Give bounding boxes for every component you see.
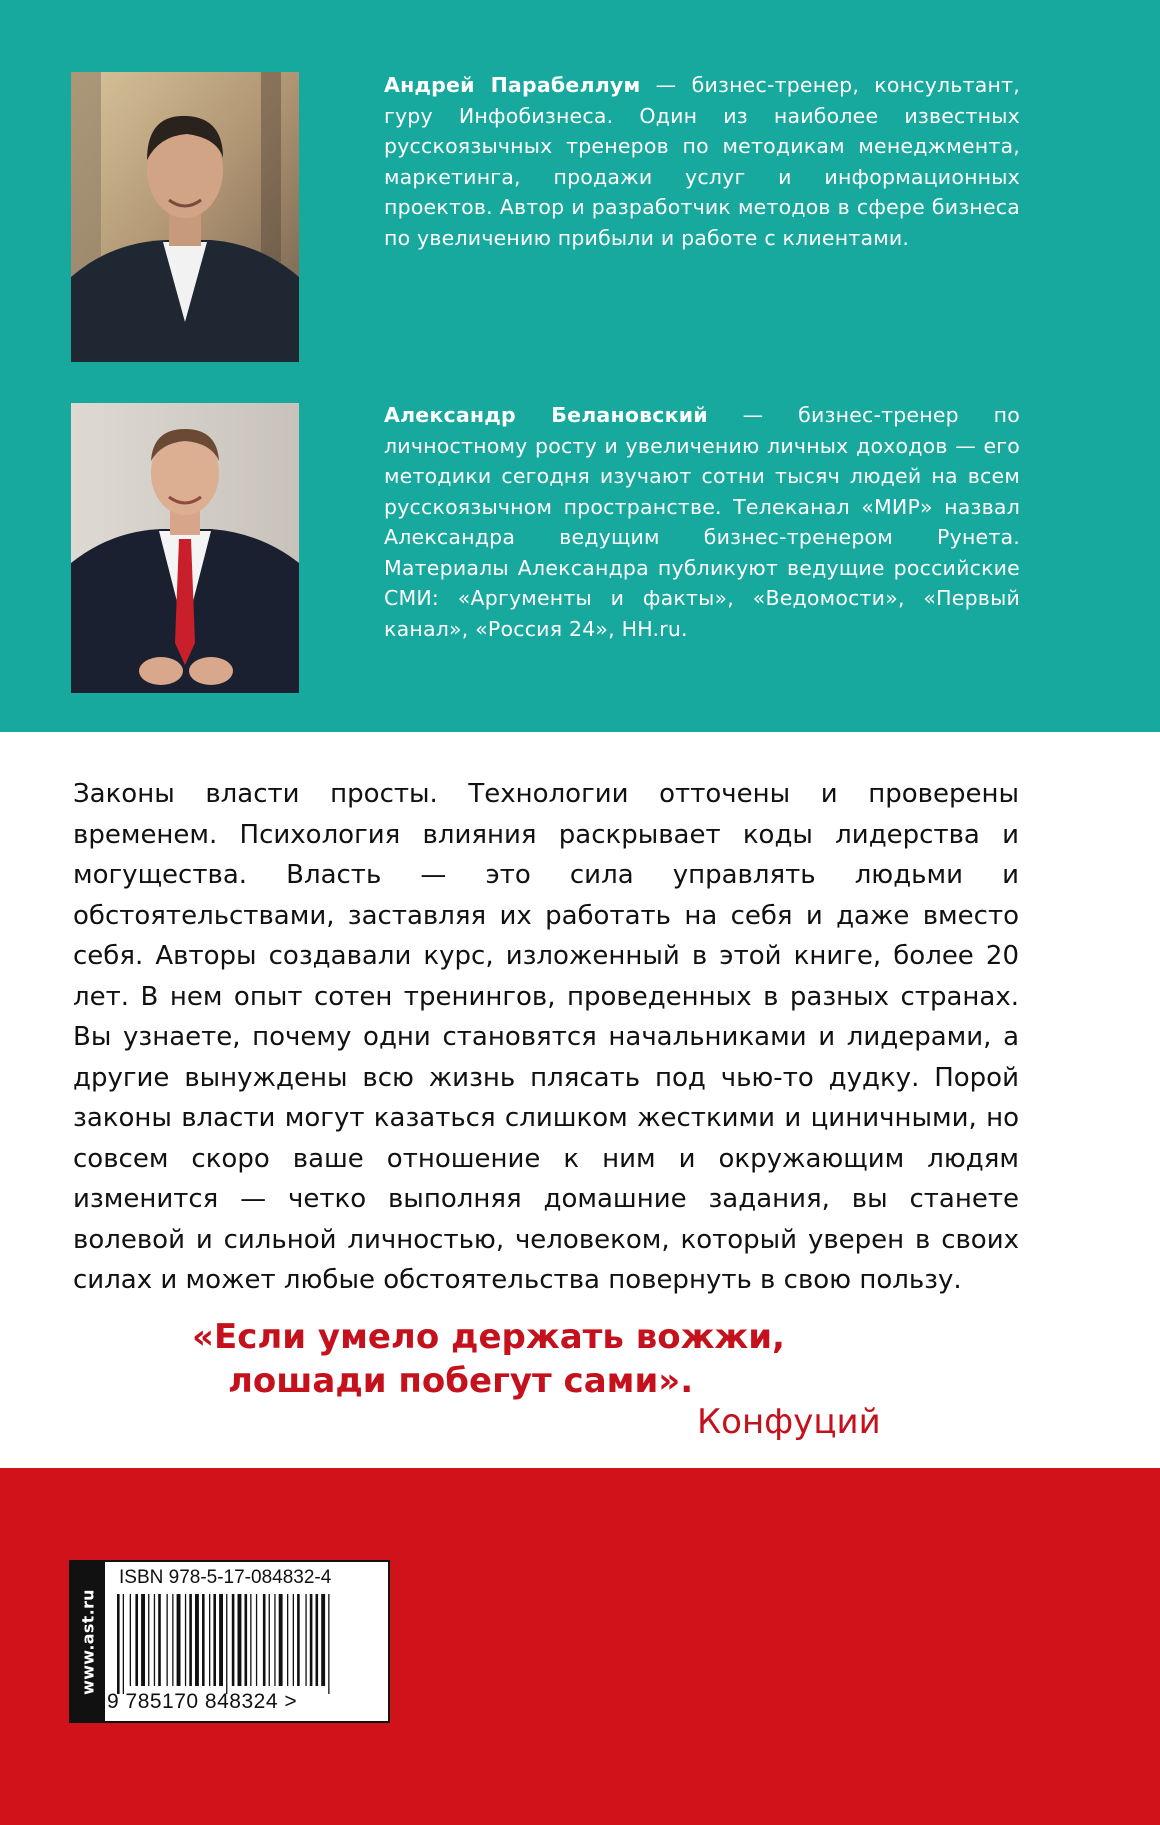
barcode-bar [269,1594,270,1686]
author1-name: Андрей Парабеллум [384,73,641,97]
barcode-bar [232,1594,235,1686]
barcode-bar [209,1594,210,1686]
barcode-bar [250,1594,251,1686]
barcode-bar [293,1594,294,1686]
barcode-bar [141,1594,145,1686]
barcode [117,1594,381,1694]
barcode-bar [219,1594,223,1686]
barcode-bar [130,1594,131,1686]
barcode-bar [256,1594,257,1686]
author1-bio [384,70,1020,253]
author2-bio-text: — бизнес-тренер по личностному росту и увеличению личных доходов — его методики сегодня изучают сотни тысяч людей на всем русскоязычном пространстве. Телеканал «МИР» назвал Александра ведущим бизнес-тренером Рунета. Материалы Александра публикуют ведущие российские СМИ: «Аргументы и факты», «Ведомости», «Первый канал», «Россия 24», HH.ru. [384,403,1020,641]
barcode-bar [238,1594,242,1686]
barcode-bar [328,1594,329,1694]
barcode-bar [226,1594,227,1694]
barcode-bar [321,1594,325,1686]
barcode-bar [245,1594,248,1686]
isbn-barcode-block [69,1560,390,1723]
barcode-bar [274,1594,275,1686]
barcode-bar [172,1594,173,1686]
quote-author: Конфуций [697,1402,881,1442]
quote-line-2: лошади побегут сами». [228,1361,694,1401]
barcode-bar [287,1594,288,1686]
barcode-bar [263,1594,266,1686]
author2-bio [384,400,1020,644]
barcode-bar [189,1594,192,1686]
publisher-site-strip [71,1562,105,1721]
barcode-bar [177,1594,181,1686]
publisher-site: www.ast.ru [78,1588,98,1695]
barcode-bar [310,1594,313,1686]
barcode-bar [279,1594,283,1686]
barcode-bar [213,1594,216,1686]
author1-photo [71,72,299,362]
author1-bio-text: — бизнес-тренер, консультант, гуру Инфобизнеса. Один из наиболее известных русскоязычных тренеров по методикам менеджмента, маркетинга, продажи услуг и информационных проектов. Автор и разработчик методов в сфере бизнеса по увеличению прибыли и работе с клиентами. [384,73,1020,250]
barcode-bar [316,1594,319,1686]
barcode-bar [154,1594,155,1686]
isbn-digits: 9 785170 848324 > [107,1690,298,1713]
barcode-bar [148,1594,149,1686]
barcode-bar [185,1594,186,1686]
barcode-bar [123,1594,124,1694]
author2-photo [71,403,299,693]
barcode-bar [167,1594,168,1686]
author-bio-panel [0,0,1160,732]
barcode-bar [117,1594,120,1694]
author2-name: Александр Белановский [384,403,708,427]
barcode-bar [297,1594,300,1686]
barcode-bar [135,1594,138,1686]
barcode-bar [305,1594,306,1686]
barcode-bar [202,1594,205,1686]
barcode-bar [158,1594,161,1686]
barcode-bar [195,1594,199,1686]
book-description: Законы власти просты. Технологии отточены и проверены временем. Психология влияния раскрывает коды лидерства и могущества. Власть — это сила управлять людьми и обстоятельствами, заставляя их работать на себя и даже вместо себя. Авторы создавали курс, изложенный в этой книге, более 20 лет. В нем опыт сотен тренингов, проведенных в разных странах. Вы узнаете, почему одни становятся начальниками и лидерами, а другие вынуждены всю жизнь плясать под чью-то дудку. Порой законы власти могут казаться слишком жесткими и циничными, но совсем скоро ваше отношение к ним и окружающим людям изменится — четко выполняя домашние задания, вы станете волевой и сильной личностью, человеком, который уверен в своих силах и может любые обстоятельства повернуть в свою пользу. [73,779,1019,1295]
epigraph-quote [192,1315,952,1403]
quote-line-1: «Если умело держать вожжи, [192,1317,785,1357]
isbn-label: ISBN 978-5-17-084832-4 [119,1567,332,1588]
